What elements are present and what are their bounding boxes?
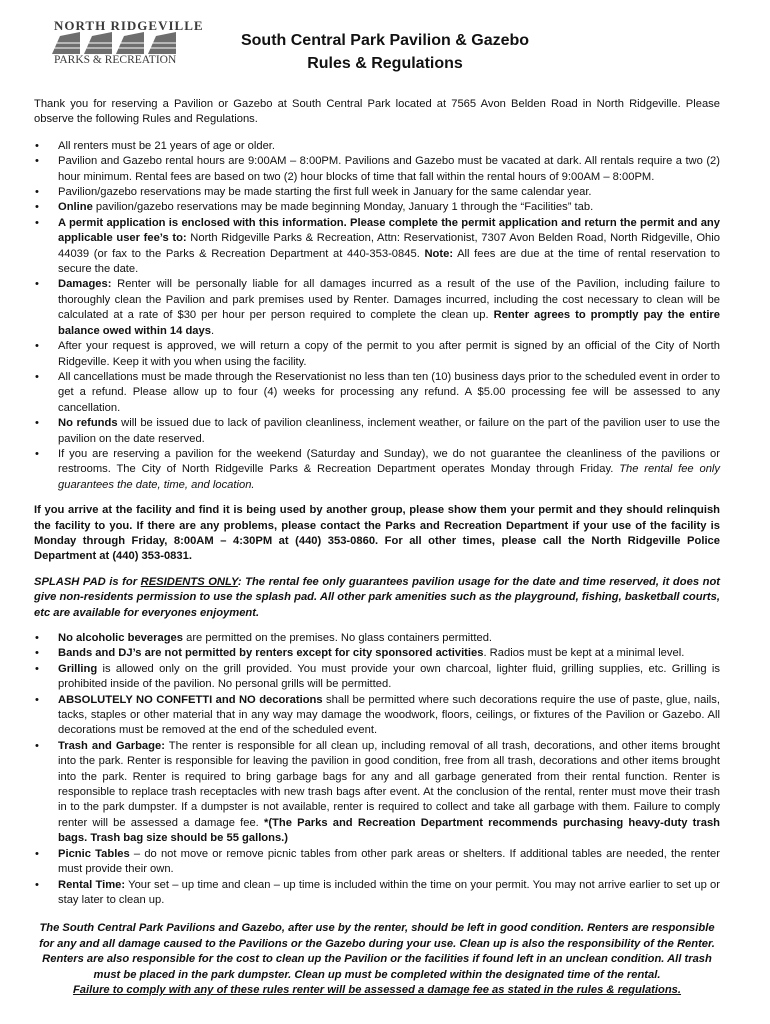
rule-bands-text: . Radios must be kept at a minimal level. [483, 647, 685, 660]
intro-paragraph: Thank you for reserving a Pavilion or Gazebo at South Central Park located at 7565 Avon Belden Road in North Ridgeville. Please observe the following Rules and Regulations. [34, 98, 720, 126]
rule-age: • All renters must be 21 years of age or older. [34, 139, 720, 154]
rule-weekend-italic: The rental fee only guarantees the date, time, and location. [58, 463, 721, 491]
rule-grilling [34, 662, 720, 693]
rule-grilling-bold: Grilling [58, 662, 98, 675]
rule-no-refunds [34, 416, 720, 447]
splash-rest: : The rental fee only guarantees pavilion usage for the date and time reserved, it does not give non-residents permission to use the splash pad. All other park amenities such as the playground, fishing, basketball courts, etc are available for everyones enjoyment. [34, 575, 720, 619]
rule-damages-bold: Damages: [58, 278, 112, 291]
rule-confetti [34, 693, 720, 739]
rule-online-bold: Online [58, 201, 93, 214]
rules-list-conduct [34, 631, 720, 908]
rule-permit-text: North Ridgeville Parks & Recreation, Attn: Reservationist, 7307 Avon Belden Road, North Ridgeville, Ohio 44039 (or fax to the Parks & Recreation Department at 440-353-0845. [58, 232, 720, 260]
rule-permit-note-text: All fees are due at the time of rental reservation to secure the date. [58, 247, 720, 276]
rule-rental-bold: Rental Time: [58, 878, 126, 891]
rule-online [34, 200, 720, 215]
rule-picnic-bold: Picnic Tables [58, 847, 130, 860]
arrive-paragraph: If you arrive at the facility and find it is being used by another group, please show them your permit and they should relinquish the facility to you. If there are any problems, please contact the Parks and Recreation Department if your use of the facility is Monday through Friday, 8:00AM – 4:30PM at (440) 353-0860. For all other times, please call the North Ridgeville Police Department at (440) 353-0831. [34, 504, 720, 563]
rule-trash [34, 739, 720, 847]
rule-reservations: • Pavilion/gazebo reservations may be made starting the first full week in January for the same calendar year. [34, 185, 720, 200]
rule-no-refunds-bold: No refunds [58, 417, 118, 430]
rule-picnic-tables [34, 847, 720, 878]
rule-trash-text: The renter is responsible for all clean up, including removal of all trash, decorations, and other items brought into the park. Renter is responsible for leaving the pavilion in good condition, free from all trash, decorations and other items brought into the park. Renter is required to bring garbage bags for any and all garbage generated from their rental function. Renter is responsible to replace trash receptacles with new trash bags after event. At the conclusion of the rental, renter must move their trash in to the park dumpster. If a dumpster is not available, renter is required to collect and take all garbage with them. Failure to comply renter will be assessed a damage fee. [58, 739, 720, 829]
rule-grilling-text: is allowed only on the grill provided. You must provide your own charcoal, lighter fluid, grilling supplies, etc. Grilling is prohibited inside of the pavilion. No personal grills will be permitted. [58, 662, 720, 691]
page-title: South Central Park Pavilion & Gazebo [240, 32, 530, 49]
rule-confetti-text: shall be permitted where such decorations require the use of paste, glue, nails, tacks, staples or other material that in any way may damage the woodwork, floors, ceilings, or fixtures of the Pavilion or Gazebo. All decorations must be removed at the end of the scheduled event. [58, 693, 720, 737]
rule-picnic-text: – do not move or remove picnic tables from other park areas or shelters. If additional tables are needed, the renter must provide their own. [58, 847, 720, 876]
rule-permit-bold: A permit application is enclosed with this information. Please complete the permit application and return the permit and any applicable user fee’s to: [58, 216, 720, 245]
splash-residents-only: RESIDENTS ONLY [140, 575, 238, 588]
rule-damages-text: Renter will be personally liable for all damages incurred as a result of the use of the Pavilion, including failure to thoroughly clean the Pavilion and park premises used by Renter. Damages incurred, including the cost necessary to clean will be calculated at a rate of $30 per hour per person required to complete the clean up. [58, 278, 720, 322]
rule-alcohol [34, 631, 720, 646]
north-ridgeville-logo [48, 18, 204, 68]
rule-damages [34, 277, 720, 339]
rule-weekend-text: If you are reserving a pavilion for the weekend (Saturday and Sunday), we do not guarantee the cleanliness of the pavilions or restrooms. The City of North Ridgeville Parks & Recreation Department operates Monday through Friday. [58, 447, 720, 476]
rules-list-general [34, 139, 720, 493]
rule-trash-bold2: *(The Parks and Recreation Department recommends purchasing heavy-duty trash bags. Trash bag size should be 55 gallons.) [58, 816, 720, 845]
rule-trash-bold: Trash and Garbage: [58, 739, 165, 752]
splash-prefix: SPLASH PAD is for [34, 575, 141, 588]
rule-bands-bold: Bands and DJ’s are not permitted by renters except for city sponsored activities [58, 647, 484, 660]
splash-pad-paragraph [34, 575, 720, 621]
closing-paragraph [34, 921, 720, 998]
rule-damages-bold2: Renter agrees to promptly pay the entire balance owed within 14 days [58, 309, 721, 337]
rule-rental-text: Your set – up time and clean – up time is included within the time on your permit. You may not arrive earlier to set up or stay later to clean up. [58, 878, 720, 906]
rule-permit-note-bold: Note: [424, 247, 454, 260]
rule-approved: • After your request is approved, we will return a copy of the permit to you after permit is signed by an official of the City of North Ridgeville. Keep it with you when using the facility. [34, 339, 720, 370]
rule-rental-time [34, 878, 720, 909]
rule-hours: • Pavilion and Gazebo rental hours are 9:00AM – 8:00PM. Pavilions and Gazebo must be vacated at dark. All rentals require a two (2) hour minimum. Rental fees are based on two (2) hour blocks of time that fall within the rental hours of 9:00AM – 8:00PM. [34, 154, 720, 185]
rule-damages-end: . [210, 324, 215, 337]
rule-cancellations: • All cancellations must be made through the Reservationist no less than ten (10) business days prior to the scheduled event in order to get a refund. Please allow up to four (4) weeks for processing any refund. A $5.00 processing fee will be assessed to any cancellation. [34, 370, 720, 416]
document-body [34, 97, 720, 998]
logo-line2: PARKS & RECREATION [54, 54, 177, 66]
rule-alcohol-bold: No alcoholic beverages [58, 632, 183, 644]
rule-alcohol-text: are permitted on the premises. No glass containers permitted. [182, 632, 493, 644]
rule-no-refunds-text: will be issued due to lack of pavilion cleanliness, inclement weather, or failure on the part of the pavilion user to use the pavilion on the date reserved. [58, 417, 721, 445]
closing-underlined: Failure to comply with any of these rules renter will be assessed a damage fee as stated in the rules & regulations. [72, 983, 682, 996]
rule-bands [34, 646, 720, 661]
rule-weekend [34, 447, 720, 493]
rule-permit [34, 216, 720, 278]
rule-online-text: pavilion/gazebo reservations may be made beginning Monday, January 1 through the “Facilities” tab. [92, 201, 594, 214]
logo-graphic-icon [52, 32, 180, 54]
page-subtitle: Rules & Regulations [307, 55, 463, 72]
rule-confetti-bold: ABSOLUTELY NO CONFETTI and NO decorations [58, 693, 323, 706]
closing-text: The South Central Park Pavilions and Gazebo, after use by the renter, should be left in good condition. Renters are responsible for any and all damage caused to the Pavilions or the Gazebo during your use. Clean up is also the responsibility of the Renter. Renters are also responsible for the cost to clean up the Pavilion or the facilities if found left in an unclean condition. All trash must be placed in the park dumpster. Clean up must be completed within the designated time of the rental. [39, 922, 715, 981]
logo-line1: NORTH RIDGEVILLE [54, 18, 204, 33]
